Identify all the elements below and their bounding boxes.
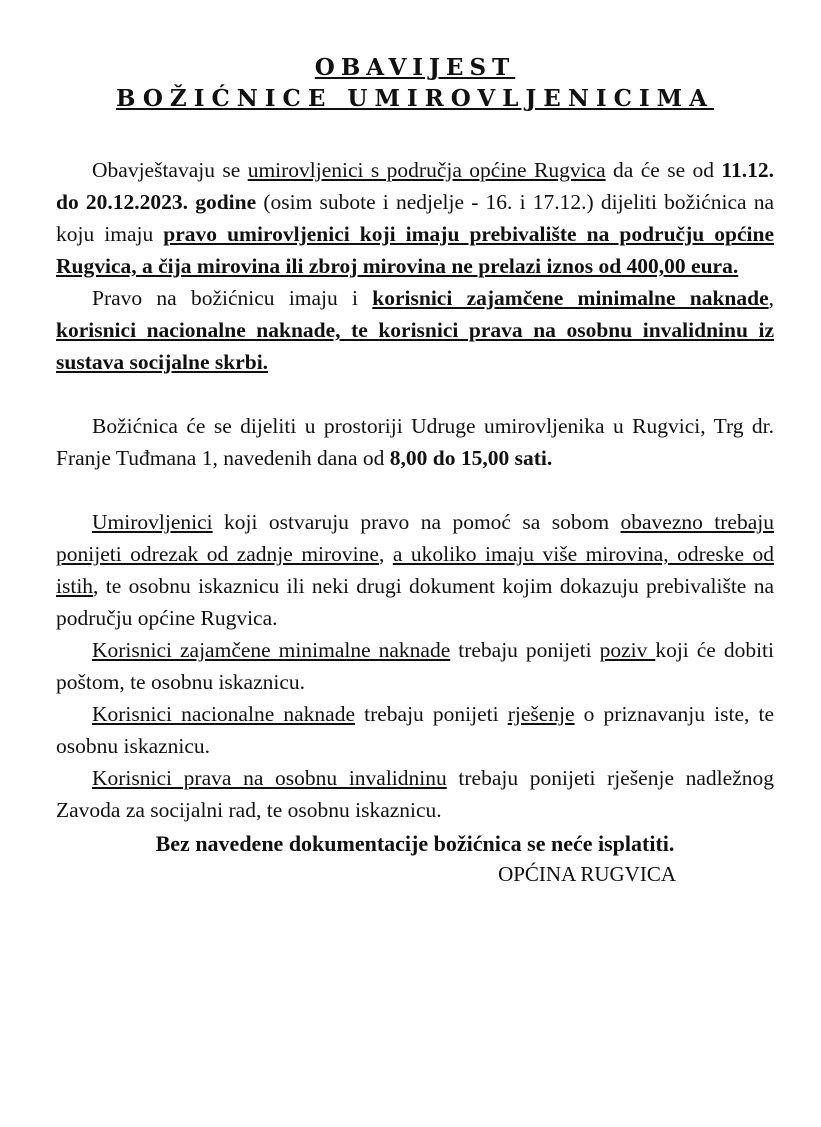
text: , [378,542,393,566]
text: , te osobnu iskaznicu ili neki drugi dokument kojim dokazuju prebivalište na području općine Rugvica. [56,574,774,630]
underlined-text: umirovljenici s područja općine Rugvica [247,158,606,182]
document-title [56,52,774,114]
text: koji će dobiti poštom, te osobnu iskaznicu. [56,638,774,694]
text: , [768,286,774,310]
text: trebaju ponijeti [354,702,508,726]
underlined-text: Korisnici zajamčene minimalne naknade [92,638,451,662]
bold-dates: 11.12. do 20.12.2023. godine [56,158,774,214]
text: o priznavanju iste, te osobnu iskaznicu. [56,702,774,758]
bold-underlined-eligibility: pravo umirovljenici koji imaju prebivalište na području općine Rugvica, a čija mirovina ili zbroj mirovina ne prelazi iznos od 400,00 eura. [56,222,774,278]
paragraph-minimum-benefit [56,634,774,698]
paragraph-also-eligible [56,282,774,378]
underlined-text: poziv [599,638,656,662]
text: trebaju ponijeti rješenje nadležnog Zavoda za socijalni rad, te osobnu iskaznicu. [56,766,774,822]
text: trebaju ponijeti [450,638,600,662]
signature: OPĆINA RUGVICA [498,862,676,886]
paragraph-dates [56,154,774,282]
bold-underlined-text: korisnici nacionalne naknade, te korisnici prava na osobnu invalidninu iz sustava socijalne skrbi. [56,318,774,374]
spacer [56,474,774,506]
text: Božićnica će se dijeliti u prostoriji Udruge umirovljenika u Rugvici, Trg dr. Franje Tuđmana 1, navedenih dana od [56,414,774,470]
underlined-text: Umirovljenici [92,510,213,534]
bold-underlined-text: korisnici zajamčene minimalne naknade [372,286,769,310]
bold-hours: 8,00 do 15,00 sati. [389,446,553,470]
paragraph-national-benefit [56,698,774,762]
underlined-text: obavezno trebaju ponijeti odrezak od zadnje mirovine [56,510,774,566]
paragraph-location [56,410,774,474]
paragraph-pensioners-documents [56,506,774,634]
title-line-2: BOŽIĆNICE UMIROVLJENICIMA [116,85,714,112]
text: koji ostvaruju pravo na pomoć sa sobom [212,510,621,534]
underlined-text: a ukoliko imaju više mirovina, odreske od istih [56,542,774,598]
text: Pravo na božićnicu imaju i [92,286,373,310]
title-line-1: OBAVIJEST [314,54,516,81]
underlined-text: Korisnici nacionalne naknade [92,702,355,726]
notice-document [56,52,774,889]
underlined-text: Korisnici prava na osobnu invalidninu [92,766,447,790]
closing-statement: Bez navedene dokumentacije božićnica se neće isplatiti. [155,831,675,856]
notice-body [56,154,774,889]
text: Obavještavaju se [92,158,248,182]
spacer [56,378,774,410]
text: (osim subote i nedjelje - 16. i 17.12.) dijeliti božićnica na koju imaju [56,190,775,246]
underlined-text: rješenje [507,702,575,726]
paragraph-disability-benefit [56,762,774,826]
text: da će se od [605,158,722,182]
